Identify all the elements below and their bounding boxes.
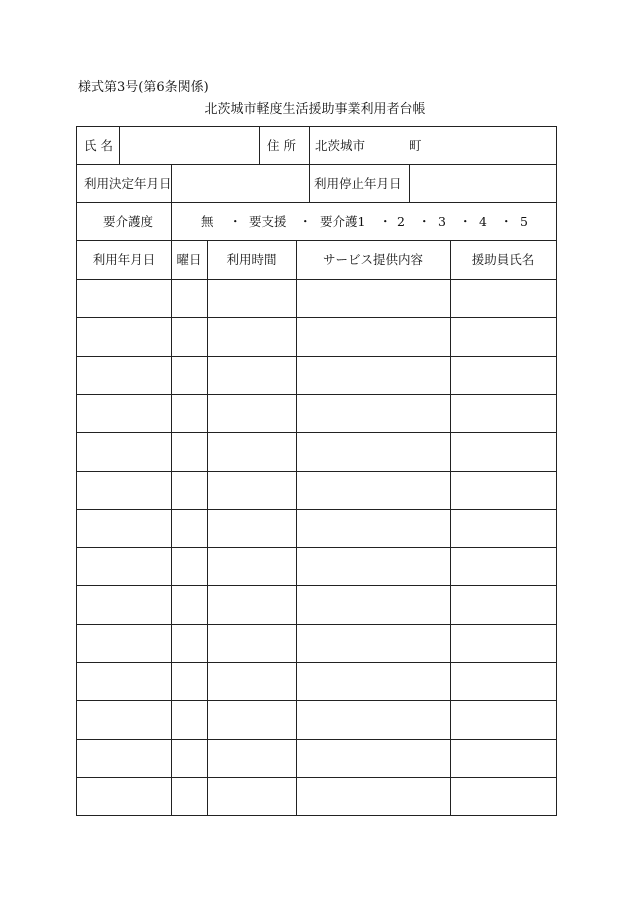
row-divider bbox=[77, 317, 556, 318]
column-divider bbox=[207, 240, 208, 815]
helper-name-cell[interactable] bbox=[454, 405, 552, 421]
helper-name-cell[interactable] bbox=[454, 711, 552, 727]
helper-name-cell[interactable] bbox=[454, 520, 552, 536]
care-option-separator: ・ bbox=[459, 214, 472, 229]
service-content-cell[interactable] bbox=[300, 788, 446, 804]
care-option-level-3[interactable]: 3 bbox=[438, 214, 446, 229]
service-content-cell[interactable] bbox=[300, 328, 446, 344]
form-number: 様式第3号(第6条関係) bbox=[78, 80, 209, 95]
usage-date-cell[interactable] bbox=[81, 673, 167, 689]
usage-date-cell[interactable] bbox=[81, 596, 167, 612]
care-option-level-4[interactable]: 4 bbox=[479, 214, 487, 229]
document-title: 北茨城市軽度生活援助事業利用者台帳 bbox=[204, 102, 426, 117]
helper-name-cell[interactable] bbox=[454, 750, 552, 766]
row-divider bbox=[77, 509, 556, 510]
usage-time-cell[interactable] bbox=[211, 635, 292, 651]
column-divider bbox=[119, 127, 120, 164]
column-divider bbox=[409, 164, 410, 202]
row-divider bbox=[77, 624, 556, 625]
usage-date-cell[interactable] bbox=[81, 405, 167, 421]
care-option-separator: ・ bbox=[379, 214, 392, 229]
column-divider bbox=[171, 202, 172, 240]
usage-time-cell[interactable] bbox=[211, 558, 292, 574]
column-divider bbox=[309, 164, 310, 202]
weekday-cell[interactable] bbox=[175, 635, 203, 651]
usage-date-cell[interactable] bbox=[81, 482, 167, 498]
weekday-cell[interactable] bbox=[175, 520, 203, 536]
row-divider bbox=[77, 585, 556, 586]
usage-date-cell[interactable] bbox=[81, 635, 167, 651]
helper-name-cell[interactable] bbox=[454, 367, 552, 383]
service-content-cell[interactable] bbox=[300, 290, 446, 306]
row-divider bbox=[77, 547, 556, 548]
header-weekday: 曜日 bbox=[176, 252, 202, 267]
service-content-cell[interactable] bbox=[300, 367, 446, 383]
helper-name-cell[interactable] bbox=[454, 443, 552, 459]
row-divider bbox=[77, 164, 556, 165]
usage-date-cell[interactable] bbox=[81, 367, 167, 383]
care-option-separator: ・ bbox=[229, 214, 242, 229]
weekday-cell[interactable] bbox=[175, 596, 203, 612]
column-divider bbox=[259, 127, 260, 164]
row-divider bbox=[77, 662, 556, 663]
care-option-separator: ・ bbox=[418, 214, 431, 229]
care-option-level-2[interactable]: 2 bbox=[397, 214, 405, 229]
weekday-cell[interactable] bbox=[175, 443, 203, 459]
row-divider bbox=[77, 279, 556, 280]
row-divider bbox=[77, 394, 556, 395]
row-divider bbox=[77, 777, 556, 778]
usage-time-cell[interactable] bbox=[211, 520, 292, 536]
usage-date-cell[interactable] bbox=[81, 290, 167, 306]
usage-time-cell[interactable] bbox=[211, 596, 292, 612]
usage-time-cell[interactable] bbox=[211, 443, 292, 459]
usage-time-cell[interactable] bbox=[211, 328, 292, 344]
helper-name-cell[interactable] bbox=[454, 673, 552, 689]
row-divider bbox=[77, 202, 556, 203]
usage-date-cell[interactable] bbox=[81, 443, 167, 459]
column-divider bbox=[309, 127, 310, 164]
row-divider bbox=[77, 432, 556, 433]
header-helper-name: 援助員氏名 bbox=[471, 252, 535, 267]
weekday-cell[interactable] bbox=[175, 788, 203, 804]
column-divider bbox=[171, 240, 172, 815]
weekday-cell[interactable] bbox=[175, 367, 203, 383]
user-register-sheet bbox=[76, 126, 557, 816]
weekday-cell[interactable] bbox=[175, 290, 203, 306]
column-divider bbox=[171, 164, 172, 202]
usage-date-cell[interactable] bbox=[81, 520, 167, 536]
address-city: 北茨城市 bbox=[315, 138, 366, 153]
column-divider bbox=[450, 240, 451, 815]
service-content-cell[interactable] bbox=[300, 558, 446, 574]
header-usage-date: 利用年月日 bbox=[92, 252, 156, 267]
service-content-cell[interactable] bbox=[300, 750, 446, 766]
column-divider bbox=[296, 240, 297, 815]
helper-name-cell[interactable] bbox=[454, 482, 552, 498]
service-content-cell[interactable] bbox=[300, 711, 446, 727]
stop-date-label: 利用停止年月日 bbox=[314, 176, 402, 191]
care-option-support[interactable]: 要支援 bbox=[249, 214, 287, 229]
usage-date-cell[interactable] bbox=[81, 750, 167, 766]
usage-time-cell[interactable] bbox=[211, 673, 292, 689]
service-content-cell[interactable] bbox=[300, 443, 446, 459]
row-divider bbox=[77, 700, 556, 701]
service-content-cell[interactable] bbox=[300, 673, 446, 689]
row-divider bbox=[77, 356, 556, 357]
weekday-cell[interactable] bbox=[175, 482, 203, 498]
name-label: 氏 名 bbox=[84, 138, 113, 153]
usage-date-cell[interactable] bbox=[81, 788, 167, 804]
row-divider bbox=[77, 471, 556, 472]
weekday-cell[interactable] bbox=[175, 405, 203, 421]
usage-date-cell[interactable] bbox=[81, 558, 167, 574]
helper-name-cell[interactable] bbox=[454, 596, 552, 612]
weekday-cell[interactable] bbox=[175, 328, 203, 344]
helper-name-cell[interactable] bbox=[454, 635, 552, 651]
usage-time-cell[interactable] bbox=[211, 367, 292, 383]
weekday-cell[interactable] bbox=[175, 673, 203, 689]
helper-name-cell[interactable] bbox=[454, 290, 552, 306]
row-divider bbox=[77, 240, 556, 241]
address-label: 住 所 bbox=[267, 138, 296, 153]
service-content-cell[interactable] bbox=[300, 482, 446, 498]
weekday-cell[interactable] bbox=[175, 750, 203, 766]
service-content-cell[interactable] bbox=[300, 520, 446, 536]
usage-date-cell[interactable] bbox=[81, 711, 167, 727]
care-option-separator: ・ bbox=[299, 214, 312, 229]
header-service-content: サービス提供内容 bbox=[322, 252, 423, 267]
usage-time-cell[interactable] bbox=[211, 482, 292, 498]
service-content-cell[interactable] bbox=[300, 635, 446, 651]
care-option-none[interactable]: 無 bbox=[201, 214, 214, 229]
helper-name-cell[interactable] bbox=[454, 788, 552, 804]
helper-name-cell[interactable] bbox=[454, 558, 552, 574]
care-option-level-1[interactable]: 要介護1 bbox=[320, 214, 366, 229]
usage-time-cell[interactable] bbox=[211, 711, 292, 727]
service-content-cell[interactable] bbox=[300, 405, 446, 421]
usage-date-cell[interactable] bbox=[81, 328, 167, 344]
service-content-cell[interactable] bbox=[300, 596, 446, 612]
care-option-level-5[interactable]: 5 bbox=[520, 214, 528, 229]
weekday-cell[interactable] bbox=[175, 711, 203, 727]
usage-time-cell[interactable] bbox=[211, 750, 292, 766]
usage-time-cell[interactable] bbox=[211, 788, 292, 804]
care-level-label: 要介護度 bbox=[103, 214, 154, 229]
header-usage-time: 利用時間 bbox=[226, 252, 277, 267]
address-town: 町 bbox=[409, 138, 422, 153]
usage-time-cell[interactable] bbox=[211, 290, 292, 306]
care-option-separator: ・ bbox=[500, 214, 513, 229]
weekday-cell[interactable] bbox=[175, 558, 203, 574]
usage-time-cell[interactable] bbox=[211, 405, 292, 421]
helper-name-cell[interactable] bbox=[454, 328, 552, 344]
decision-date-label: 利用決定年月日 bbox=[84, 176, 172, 191]
row-divider bbox=[77, 739, 556, 740]
